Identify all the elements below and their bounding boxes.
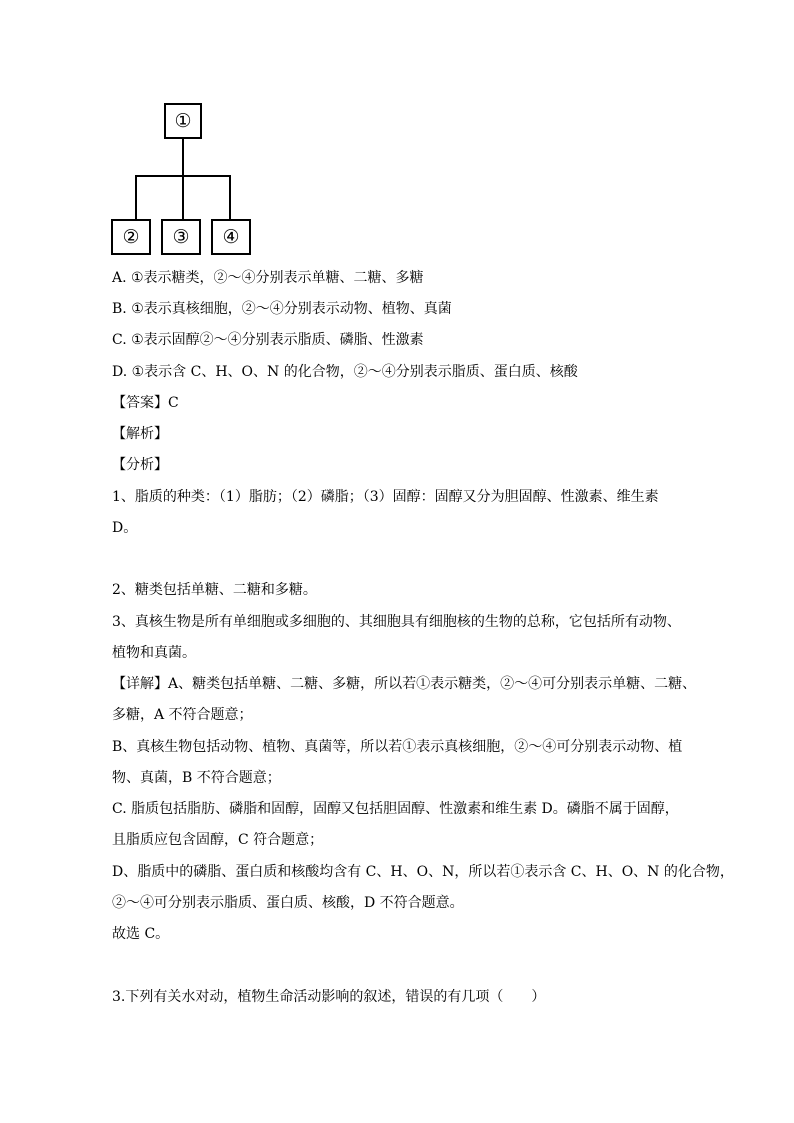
detail-d-line-2: ②～④可分别表示脂质、蛋白质、核酸，D 不符合题意。 bbox=[112, 895, 464, 911]
point-1-line-2: D。 bbox=[112, 520, 138, 536]
point-3-line-2: 植物和真菌。 bbox=[112, 645, 196, 661]
detail-c-line-1: C. 脂质包括脂肪、磷脂和固醇，固醇又包括胆固醇、性激素和维生素 D。磷脂不属于固醇， bbox=[112, 801, 679, 817]
conclusion: 故选 C。 bbox=[112, 926, 170, 942]
detail-a-line-2: 多糖，A 不符合题意； bbox=[112, 707, 253, 723]
fenxi-heading: 【分析】 bbox=[112, 457, 168, 473]
root-connector bbox=[182, 139, 184, 176]
point-2: 2、糖类包括单糖、二糖和多糖。 bbox=[112, 582, 317, 598]
child-node-4: ④ bbox=[211, 219, 251, 255]
root-node: ① bbox=[164, 103, 202, 139]
detail-a-line-1: 【详解】A、糖类包括单糖、二糖、多糖，所以若①表示糖类，②～④可分别表示单糖、二糖、 bbox=[112, 676, 697, 692]
right-connector bbox=[229, 175, 231, 219]
option-a: A. ①表示糖类，②～④分别表示单糖、二糖、多糖 bbox=[112, 270, 424, 286]
tree-diagram bbox=[108, 100, 258, 258]
option-c: C. ①表示固醇②～④分别表示脂质、磷脂、性激素 bbox=[112, 332, 424, 348]
answer-line: 【答案】C bbox=[112, 395, 179, 411]
point-3-line-1: 3、真核生物是所有单细胞或多细胞的、其细胞具有细胞核的生物的总称，它包括所有动物、 bbox=[112, 614, 681, 630]
child-node-3: ③ bbox=[161, 219, 201, 255]
middle-connector bbox=[182, 175, 184, 219]
detail-d-line-1: D、脂质中的磷脂、蛋白质和核酸均含有 C、H、O、N，所以若①表示含 C、H、O、N 的化合物， bbox=[112, 864, 734, 880]
option-b: B. ①表示真核细胞，②～④分别表示动物、植物、真菌 bbox=[112, 301, 452, 317]
left-connector bbox=[135, 175, 137, 219]
detail-b-line-2: 物、真菌，B 不符合题意； bbox=[112, 770, 281, 786]
next-question: 3.下列有关水对动，植物生命活动影响的叙述，错误的有几项（ ） bbox=[112, 989, 546, 1005]
child-node-2: ② bbox=[111, 219, 151, 255]
option-d: D. ①表示含 C、H、O、N 的化合物，②～④分别表示脂质、蛋白质、核酸 bbox=[112, 364, 578, 380]
detail-c-line-2: 且脂质应包含固醇，C 符合题意； bbox=[112, 832, 324, 848]
point-1-line-1: 1、脂质的种类：（1）脂肪；（2）磷脂；（3）固醇：固醇又分为胆固醇、性激素、维生素 bbox=[112, 489, 659, 505]
analysis-heading: 【解析】 bbox=[112, 426, 168, 442]
detail-b-line-1: B、真核生物包括动物、植物、真菌等，所以若①表示真核细胞，②～④可分别表示动物、植 bbox=[112, 739, 683, 755]
